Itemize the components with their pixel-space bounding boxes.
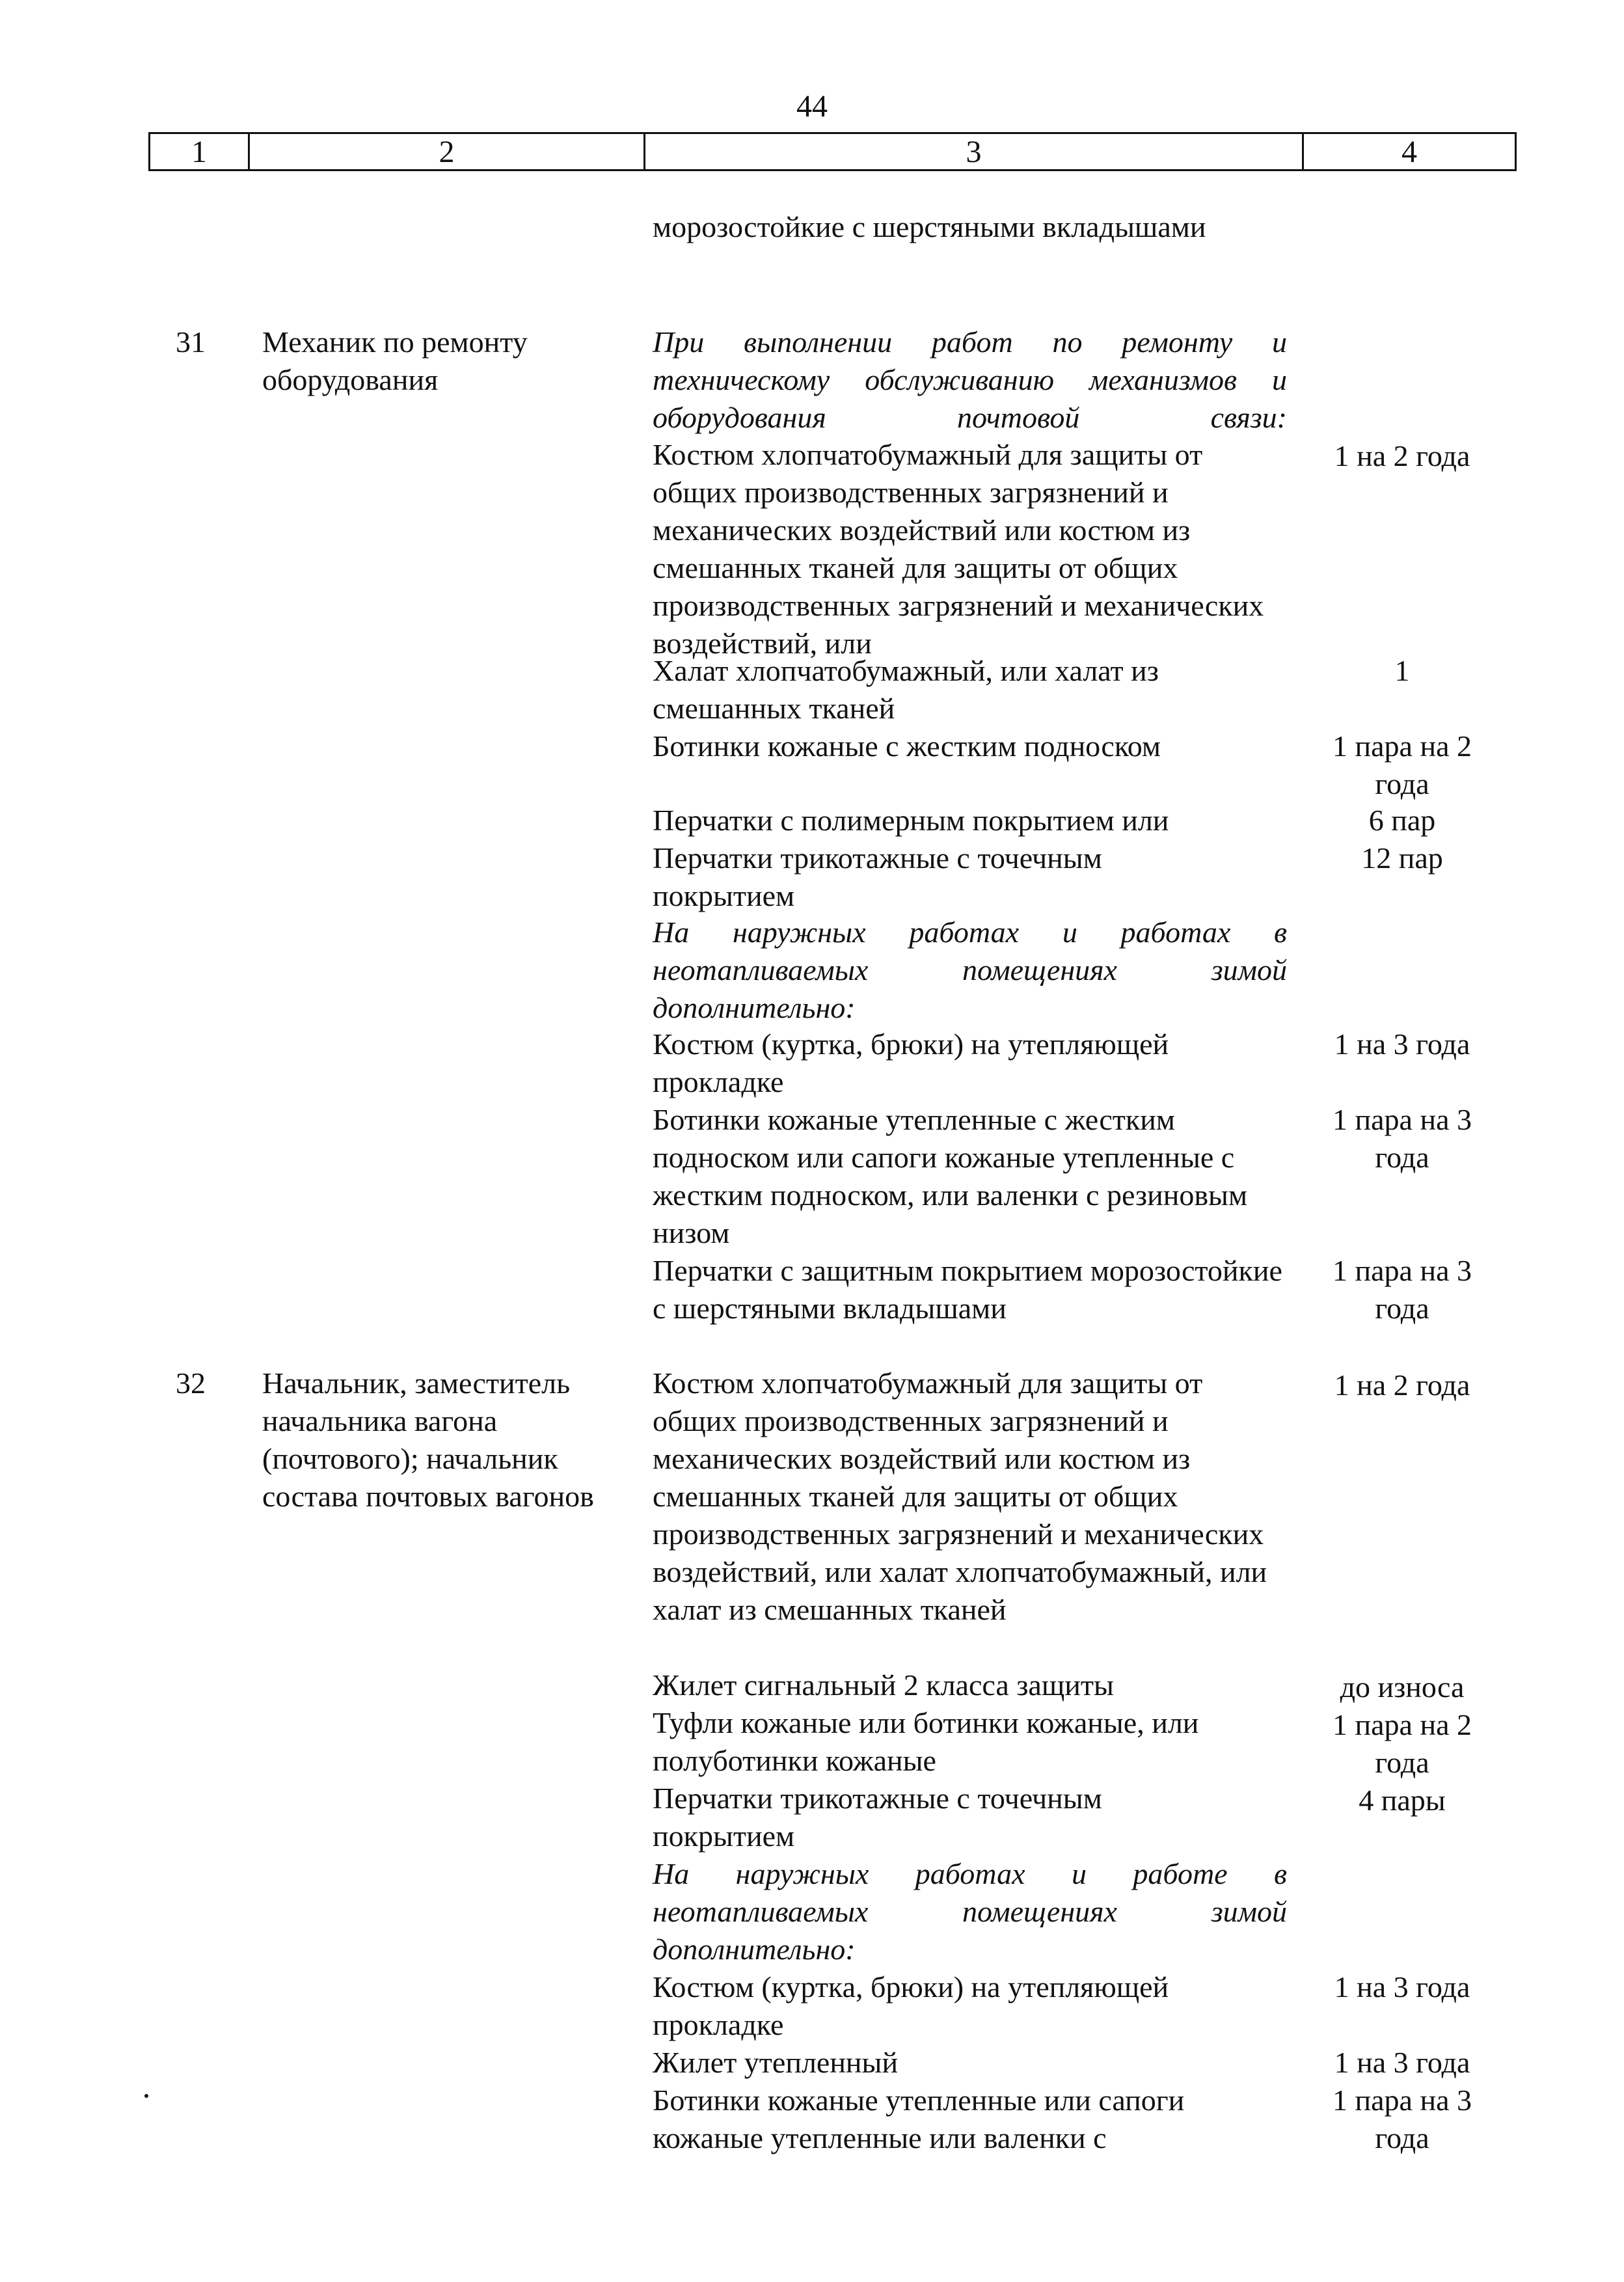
column-header-2: 2 <box>248 134 643 169</box>
condition-note: На наружных работах и работе в неотапливаемых помещениях зимой дополнительно: <box>653 1857 1287 1966</box>
continuation-text: морозостойкие с шерстяными вкладышами <box>653 210 1206 243</box>
row-number: 31 <box>176 325 206 359</box>
item-norm: до износа <box>1340 1670 1465 1704</box>
condition-note: На наружных работах и работах в неотапливаемых помещениях зимой дополнительно: <box>653 916 1287 1024</box>
item-norm: 1 пара на 2 года <box>1333 729 1472 800</box>
item-text: Жилет сигнальный 2 класса защиты <box>653 1668 1114 1702</box>
item-norm: 1 на 3 года <box>1334 2046 1470 2079</box>
column-header-1: 1 <box>191 134 207 169</box>
item-text: Перчатки трикотажные с точечным покрытием <box>653 1782 1102 1853</box>
item-norm: 1 на 3 года <box>1334 1970 1470 2004</box>
table-header-row <box>148 132 1517 171</box>
item-text: Ботинки кожаные с жестким подноском <box>653 729 1161 763</box>
item-text: Перчатки с полимерным покрытием или <box>653 804 1169 837</box>
item-norm: 6 пар <box>1368 804 1436 837</box>
item-norm: 1 пара на 3 года <box>1333 2084 1472 2154</box>
item-norm: 1 <box>1394 654 1410 687</box>
item-norm: 1 на 3 года <box>1334 1027 1470 1061</box>
position-name: Механик по ремонту оборудования <box>262 325 528 396</box>
page-number: 44 <box>796 89 828 124</box>
item-text: Ботинки кожаные утепленные с жестким подноском или сапоги кожаные утепленные с жестким подноском, или валенки с резиновым низом <box>653 1103 1248 1249</box>
item-text: Костюм (куртка, брюки) на утепляющей прокладке <box>653 1970 1169 2041</box>
item-norm: 4 пары <box>1359 1784 1446 1817</box>
column-header-4: 4 <box>1302 134 1515 169</box>
item-text: Ботинки кожаные утепленные или сапоги кожаные утепленные или валенки с <box>653 2084 1185 2154</box>
item-text: Перчатки трикотажные с точечным покрытием <box>653 841 1102 912</box>
row-number: 32 <box>176 1366 206 1400</box>
item-text: Туфли кожаные или ботинки кожаные, или полуботинки кожаные <box>653 1706 1199 1777</box>
position-name: Начальник, заместитель начальника вагона (почтового); начальник состава почтовых вагонов <box>262 1366 594 1513</box>
condition-note: При выполнении работ по ремонту и техническому обслуживанию механизмов и оборудования почтовой связи: <box>653 325 1287 434</box>
item-norm: 1 пара на 3 года <box>1333 1254 1472 1325</box>
item-norm: 1 пара на 3 года <box>1333 1103 1472 1174</box>
item-norm: 12 пар <box>1361 841 1443 875</box>
item-norm: 1 на 2 года <box>1334 1368 1470 1402</box>
item-norm: 1 пара на 2 года <box>1333 1708 1472 1779</box>
item-norm: 1 на 2 года <box>1334 439 1470 472</box>
item-text: Костюм (куртка, брюки) на утепляющей прокладке <box>653 1027 1169 1098</box>
item-text: Костюм хлопчатобумажный для защиты от общих производственных загрязнений и механических воздействий или костюм из смешанных тканей для защиты от общих производственных загрязнений и механических воздействий, или <box>653 438 1264 660</box>
column-header-3: 3 <box>643 134 1302 169</box>
item-text: Костюм хлопчатобумажный для защиты от общих производственных загрязнений и механических воздействий или костюм из смешанных тканей для защиты от общих производственных загрязнений и механических воздействий, или халат хлопчатобумажный, или халат из смешанных тканей <box>653 1366 1267 1626</box>
item-text: Жилет утепленный <box>653 2046 899 2079</box>
item-text: Перчатки с защитным покрытием морозостойкие с шерстяными вкладышами <box>653 1254 1282 1325</box>
item-text: Халат хлопчатобумажный, или халат из смешанных тканей <box>653 654 1159 725</box>
scan-dot-mark <box>144 2094 148 2098</box>
